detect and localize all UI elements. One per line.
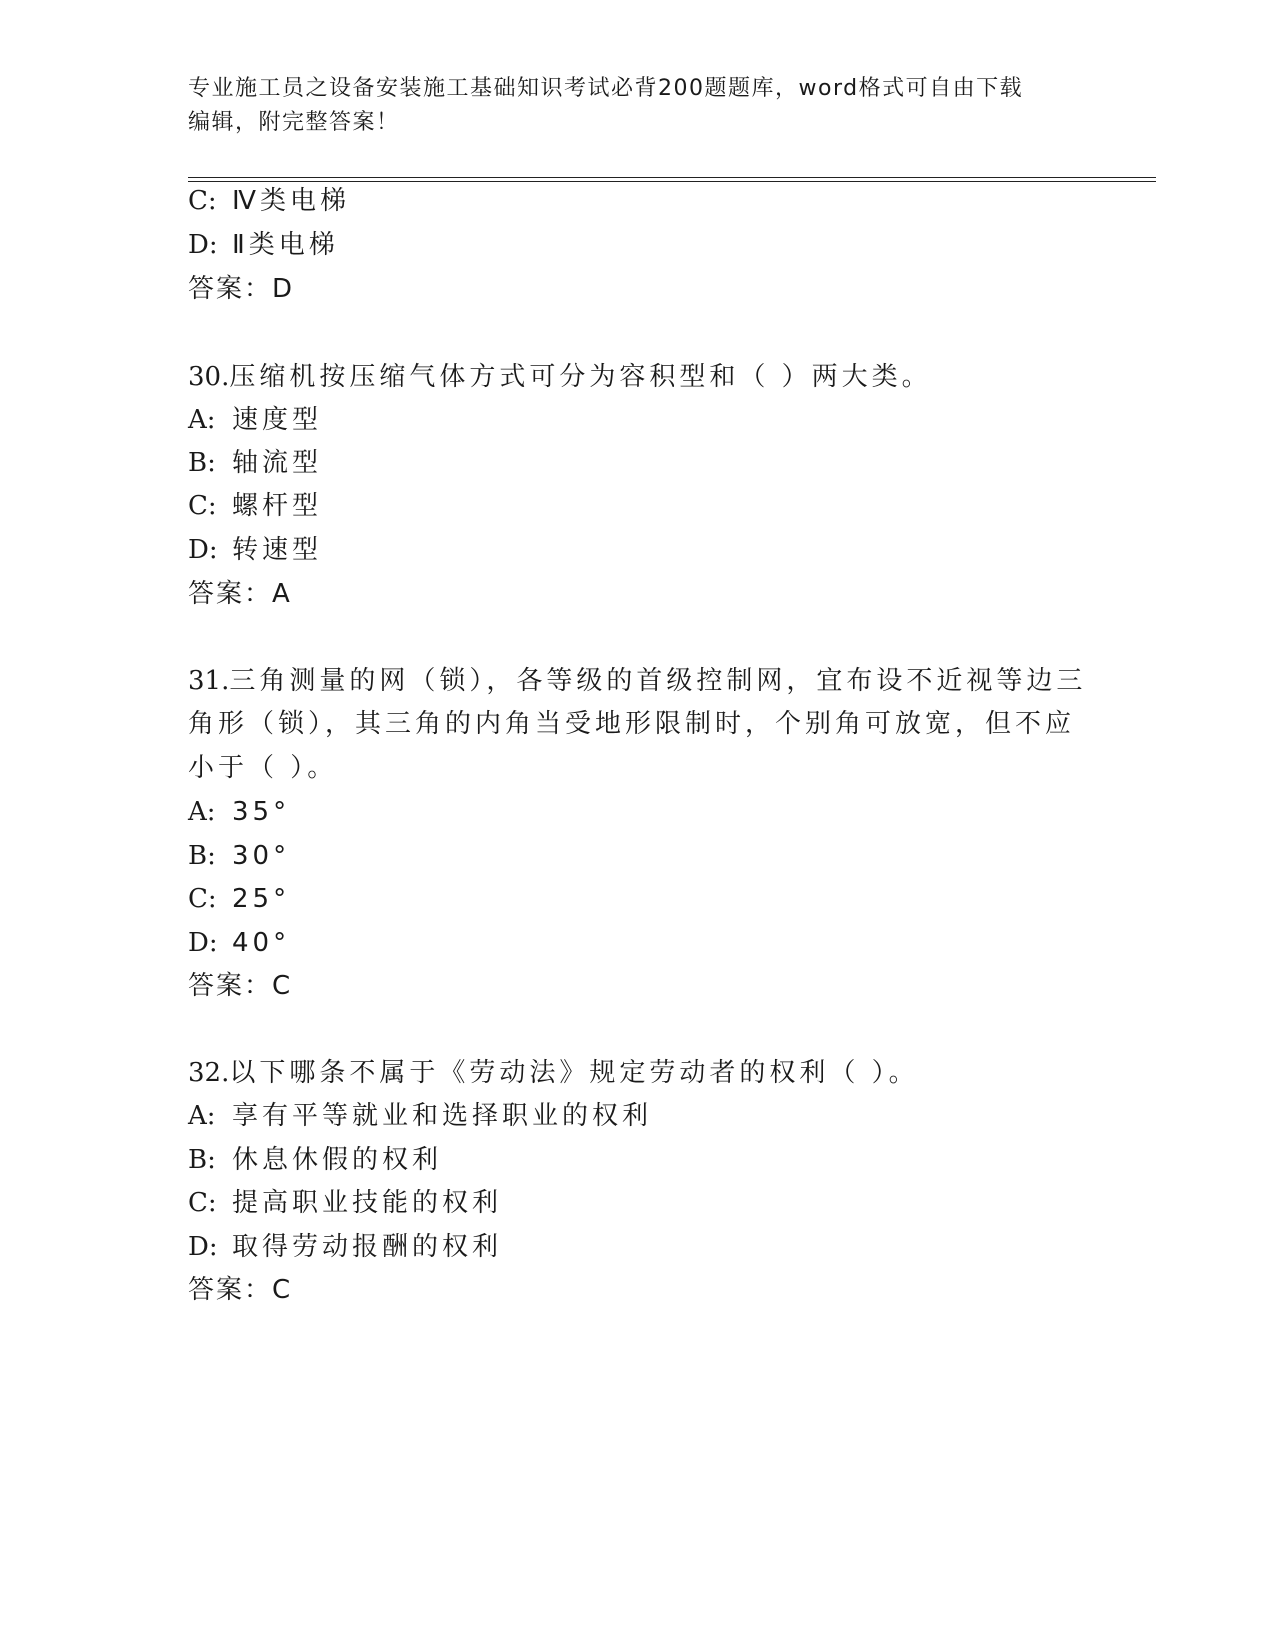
- q30-stem: [188, 359, 932, 395]
- q30-option-c: [188, 488, 322, 524]
- option-text: 40°: [232, 928, 291, 958]
- document-header: [188, 72, 1088, 140]
- option-letter: D:: [188, 928, 218, 958]
- header-divider: [188, 177, 1156, 182]
- q31-stem-line-3: 小于（ ）。: [188, 753, 338, 783]
- option-letter: D:: [188, 535, 218, 565]
- q31-option-d: [188, 925, 290, 961]
- header-line-2: 编辑，附完整答案！: [188, 110, 400, 135]
- question-text: 以下哪条不属于《劳动法》规定劳动者的权利（ ）。: [229, 1058, 919, 1088]
- q32-option-d: [188, 1229, 502, 1265]
- option-letter: C:: [188, 1188, 217, 1218]
- option-text: 30°: [232, 841, 291, 871]
- question-number: 30.: [188, 362, 230, 392]
- option-letter: A:: [188, 405, 216, 435]
- option-text: 转速型: [232, 535, 323, 565]
- q30-option-a: [188, 402, 322, 438]
- option-text: Ⅱ类电梯: [232, 230, 339, 260]
- option-text: 速度型: [232, 405, 323, 435]
- q29-option-d: [188, 227, 339, 263]
- q30-answer: 答案：A: [188, 579, 292, 609]
- option-letter: A:: [188, 797, 216, 827]
- question-text: 三角测量的网（锁），各等级的首级控制网，宜布设不近视等边三: [229, 666, 1087, 696]
- option-text: 螺杆型: [232, 491, 323, 521]
- option-letter: B:: [188, 448, 216, 478]
- q31-option-c: [188, 881, 290, 917]
- q32-option-b: [188, 1142, 442, 1178]
- option-text: 享有平等就业和选择职业的权利: [232, 1101, 653, 1131]
- q32-answer: 答案：C: [188, 1275, 293, 1305]
- option-text: 提高职业技能的权利: [232, 1188, 503, 1218]
- option-text: 轴流型: [232, 448, 323, 478]
- question-number: 32.: [188, 1058, 230, 1088]
- option-text: Ⅳ类电梯: [232, 186, 350, 216]
- q31-option-b: [188, 838, 290, 874]
- option-letter: B:: [188, 841, 216, 871]
- q30-option-d: [188, 532, 322, 568]
- option-text: 35°: [232, 797, 291, 827]
- question-number: 31.: [188, 666, 230, 696]
- option-letter: C:: [188, 491, 217, 521]
- option-text: 休息休假的权利: [232, 1145, 443, 1175]
- q31-answer: 答案：C: [188, 971, 293, 1001]
- option-letter: C:: [188, 186, 217, 216]
- option-letter: A:: [188, 1101, 216, 1131]
- q29-option-c: [188, 183, 350, 219]
- q29-answer: 答案：D: [188, 274, 295, 304]
- option-text: 取得劳动报酬的权利: [232, 1232, 503, 1262]
- option-letter: D:: [188, 230, 218, 260]
- q32-option-a: [188, 1098, 652, 1134]
- q30-option-b: [188, 445, 322, 481]
- q32-stem: [188, 1055, 919, 1091]
- q31-stem-line-2: 角形（锁），其三角的内角当受地形限制时，个别角可放宽，但不应: [188, 709, 1076, 739]
- q31-option-a: [188, 794, 290, 830]
- option-text: 25°: [232, 884, 291, 914]
- option-letter: D:: [188, 1232, 218, 1262]
- header-line-1: 专业施工员之设备安装施工基础知识考试必背200题题库，word格式可自由下载: [188, 76, 1024, 101]
- question-text: 压缩机按压缩气体方式可分为容积型和（ ）两大类。: [229, 362, 932, 392]
- option-letter: C:: [188, 884, 217, 914]
- option-letter: B:: [188, 1145, 216, 1175]
- q32-option-c: [188, 1185, 502, 1221]
- q31-stem-line-1: [188, 663, 1086, 699]
